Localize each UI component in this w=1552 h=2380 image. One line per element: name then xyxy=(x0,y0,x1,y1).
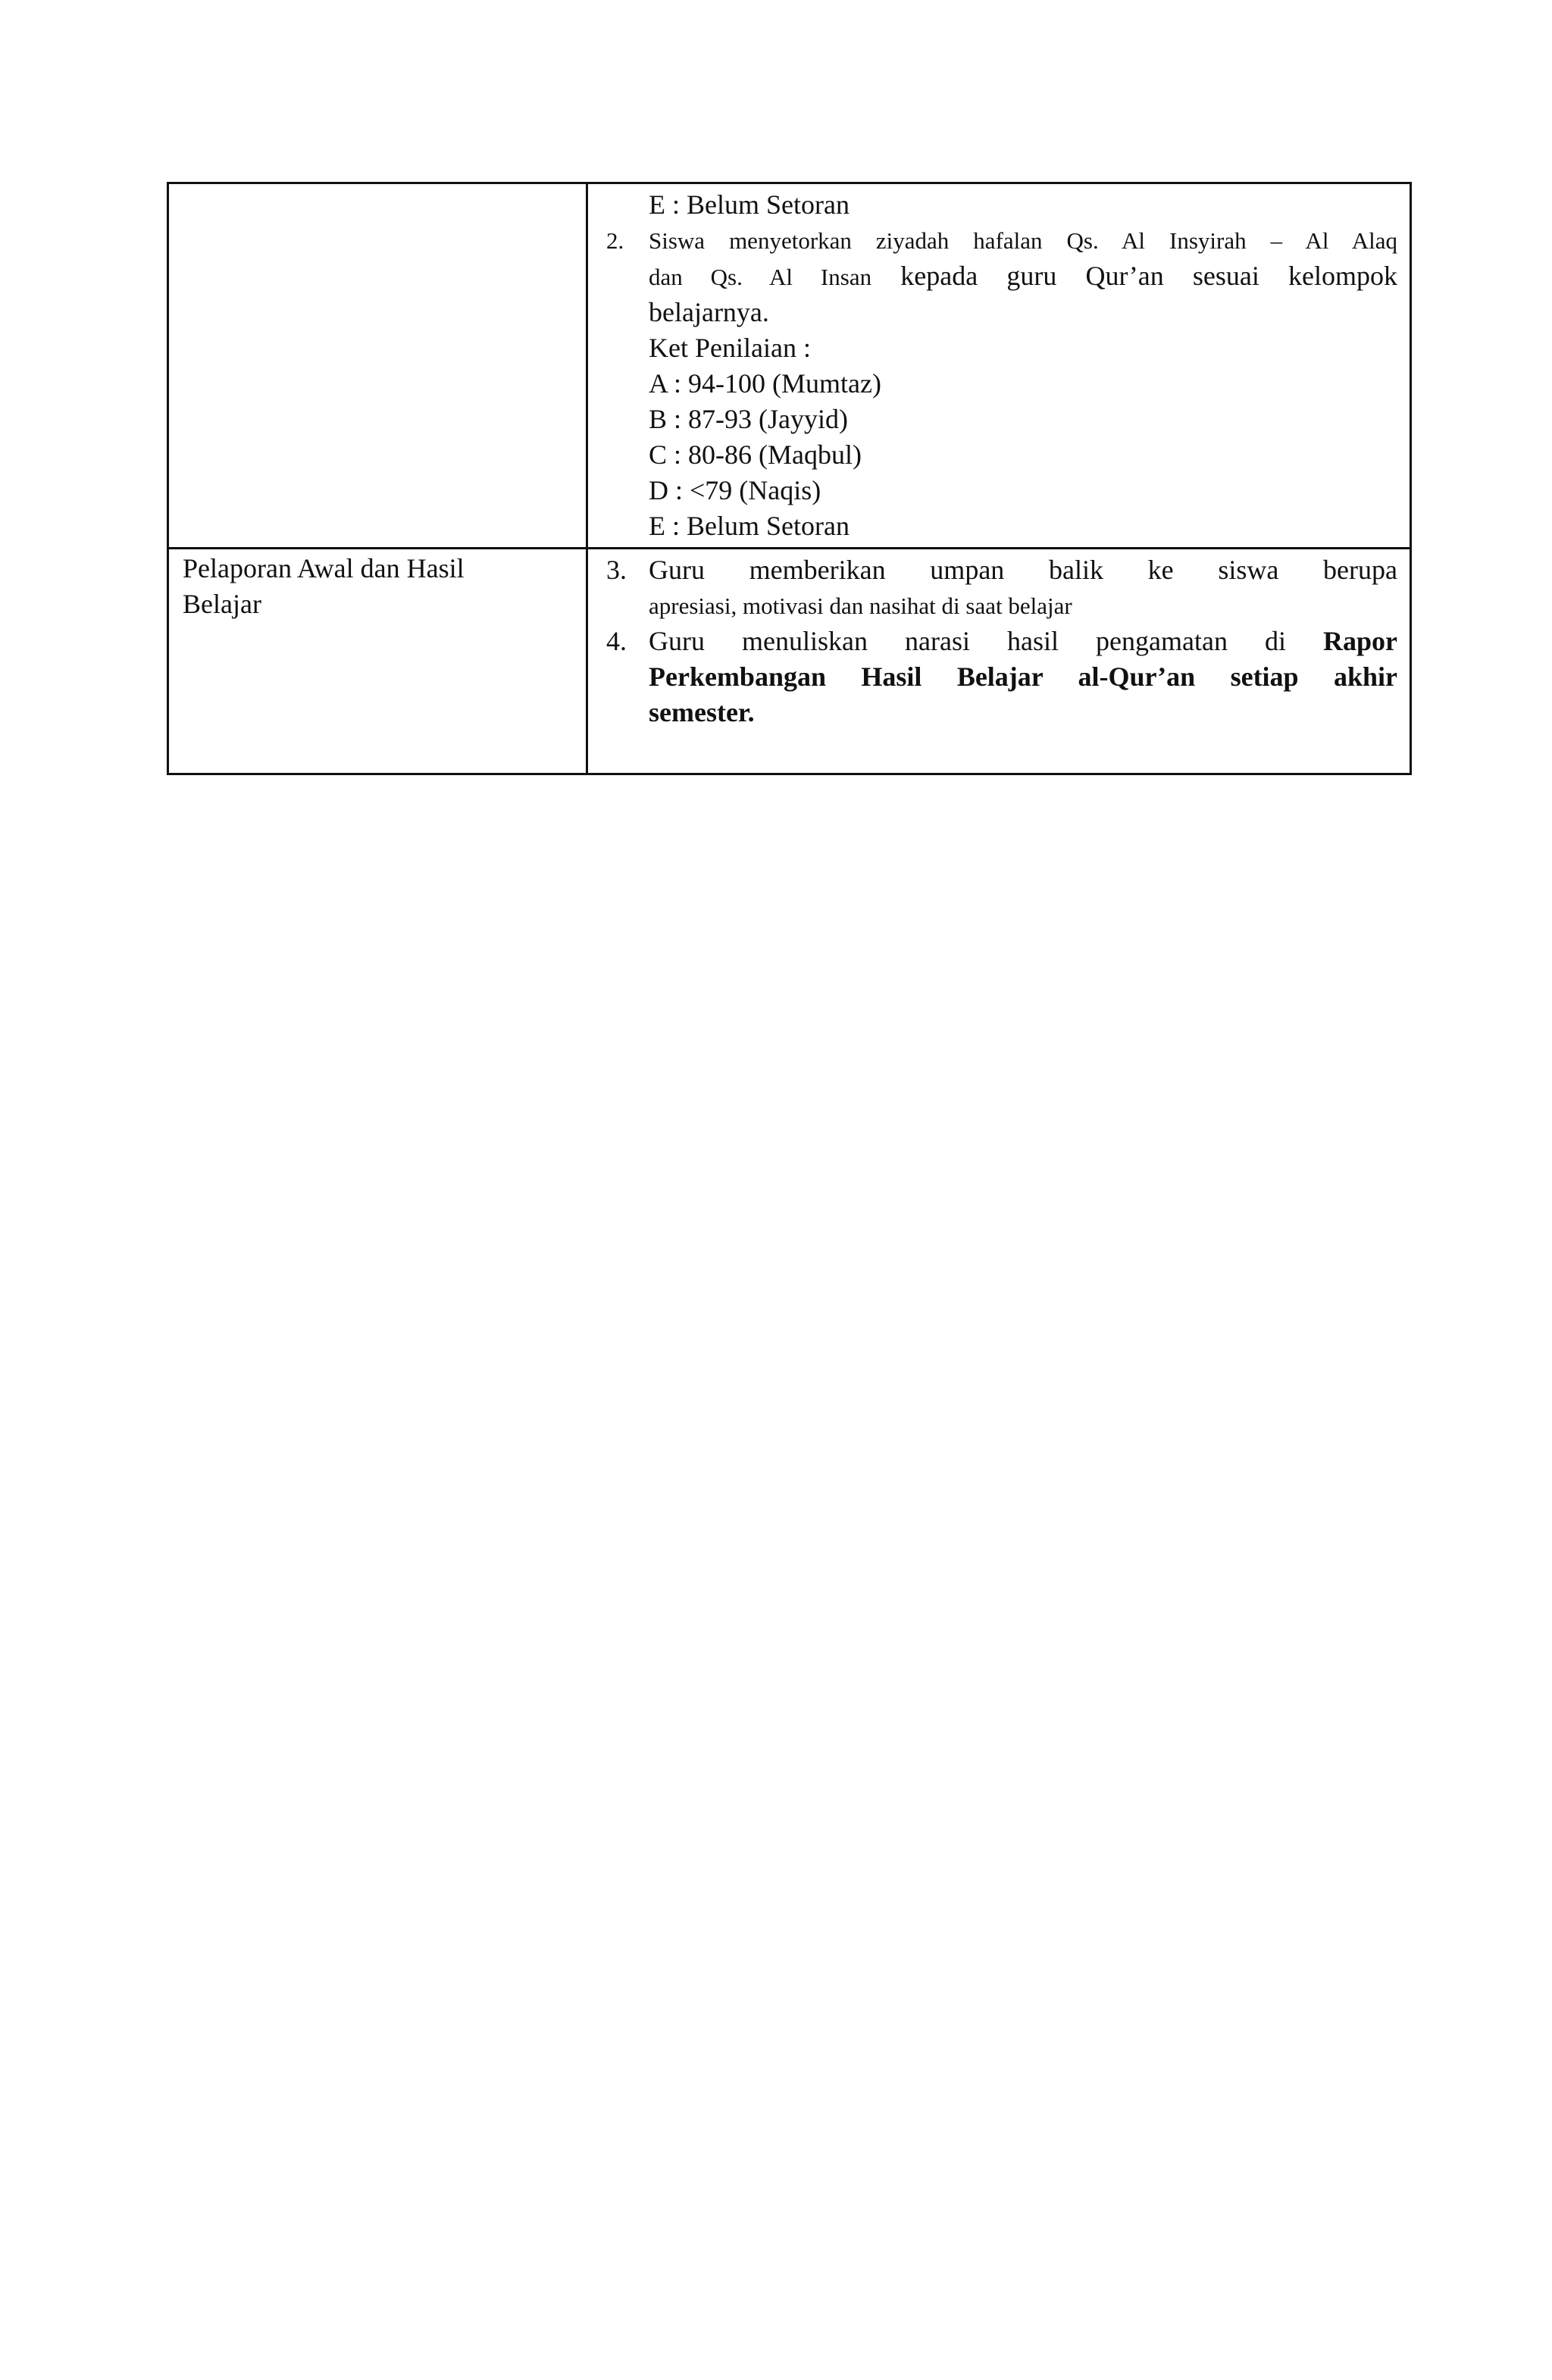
ket-penilaian-label: Ket Penilaian : xyxy=(649,333,811,363)
grade-a: A : 94-100 (Mumtaz) xyxy=(649,368,881,399)
row1-left-text xyxy=(169,184,586,190)
assessment-table xyxy=(167,182,1412,775)
row2-left-line1: Pelaporan Awal dan Hasil xyxy=(183,553,465,583)
list-item-4 xyxy=(606,624,1397,730)
item4-line-a-normal: Guru menuliskan narasi hasil pengamatan di xyxy=(649,626,1286,656)
grade-d: D : <79 (Naqis) xyxy=(649,475,821,505)
row1-right-cell xyxy=(587,183,1411,549)
grade-b: B : 87-93 (Jayyid) xyxy=(649,404,848,434)
list-item-3 xyxy=(606,552,1397,624)
row2-left-line2: Belajar xyxy=(183,589,261,619)
item4-line-c: semester. xyxy=(649,697,755,727)
item2-line-a: Siswa menyetorkan ziyadah hafalan Qs. Al Insyirah – Al Alaq xyxy=(649,227,1397,254)
list-number: 3. xyxy=(606,555,627,585)
item2-line-b-small: dan Qs. Al Insan xyxy=(649,264,872,290)
grade-e: E : Belum Setoran xyxy=(649,511,850,541)
item4-line-a-bold: Rapor xyxy=(1323,626,1398,656)
item4-line-b: Perkembangan Hasil Belajar al-Qur’an setiap akhir xyxy=(649,661,1397,692)
item2-line-c: belajarnya. xyxy=(649,297,769,327)
row2-left-cell xyxy=(168,549,587,774)
list-item-2 xyxy=(606,223,1397,330)
list-number: 4. xyxy=(606,626,627,656)
table-row xyxy=(168,183,1411,549)
row1-left-cell xyxy=(168,183,587,549)
item2-line-b-rest: kepada guru Qur’an sesuai kelompok xyxy=(900,261,1398,291)
item3-line-b: apresiasi, motivasi dan nasihat di saat belajar xyxy=(649,593,1072,619)
table-row xyxy=(168,549,1411,774)
list-number: 2. xyxy=(606,227,624,254)
row2-right-cell xyxy=(587,549,1411,774)
grade-e-top: E : Belum Setoran xyxy=(649,189,850,220)
item4-line-a xyxy=(649,624,1397,659)
grade-c: C : 80-86 (Maqbul) xyxy=(649,439,862,470)
item3-line-a: Guru memberikan umpan balik ke siswa berupa xyxy=(649,555,1397,585)
item2-line-b xyxy=(649,258,1397,295)
